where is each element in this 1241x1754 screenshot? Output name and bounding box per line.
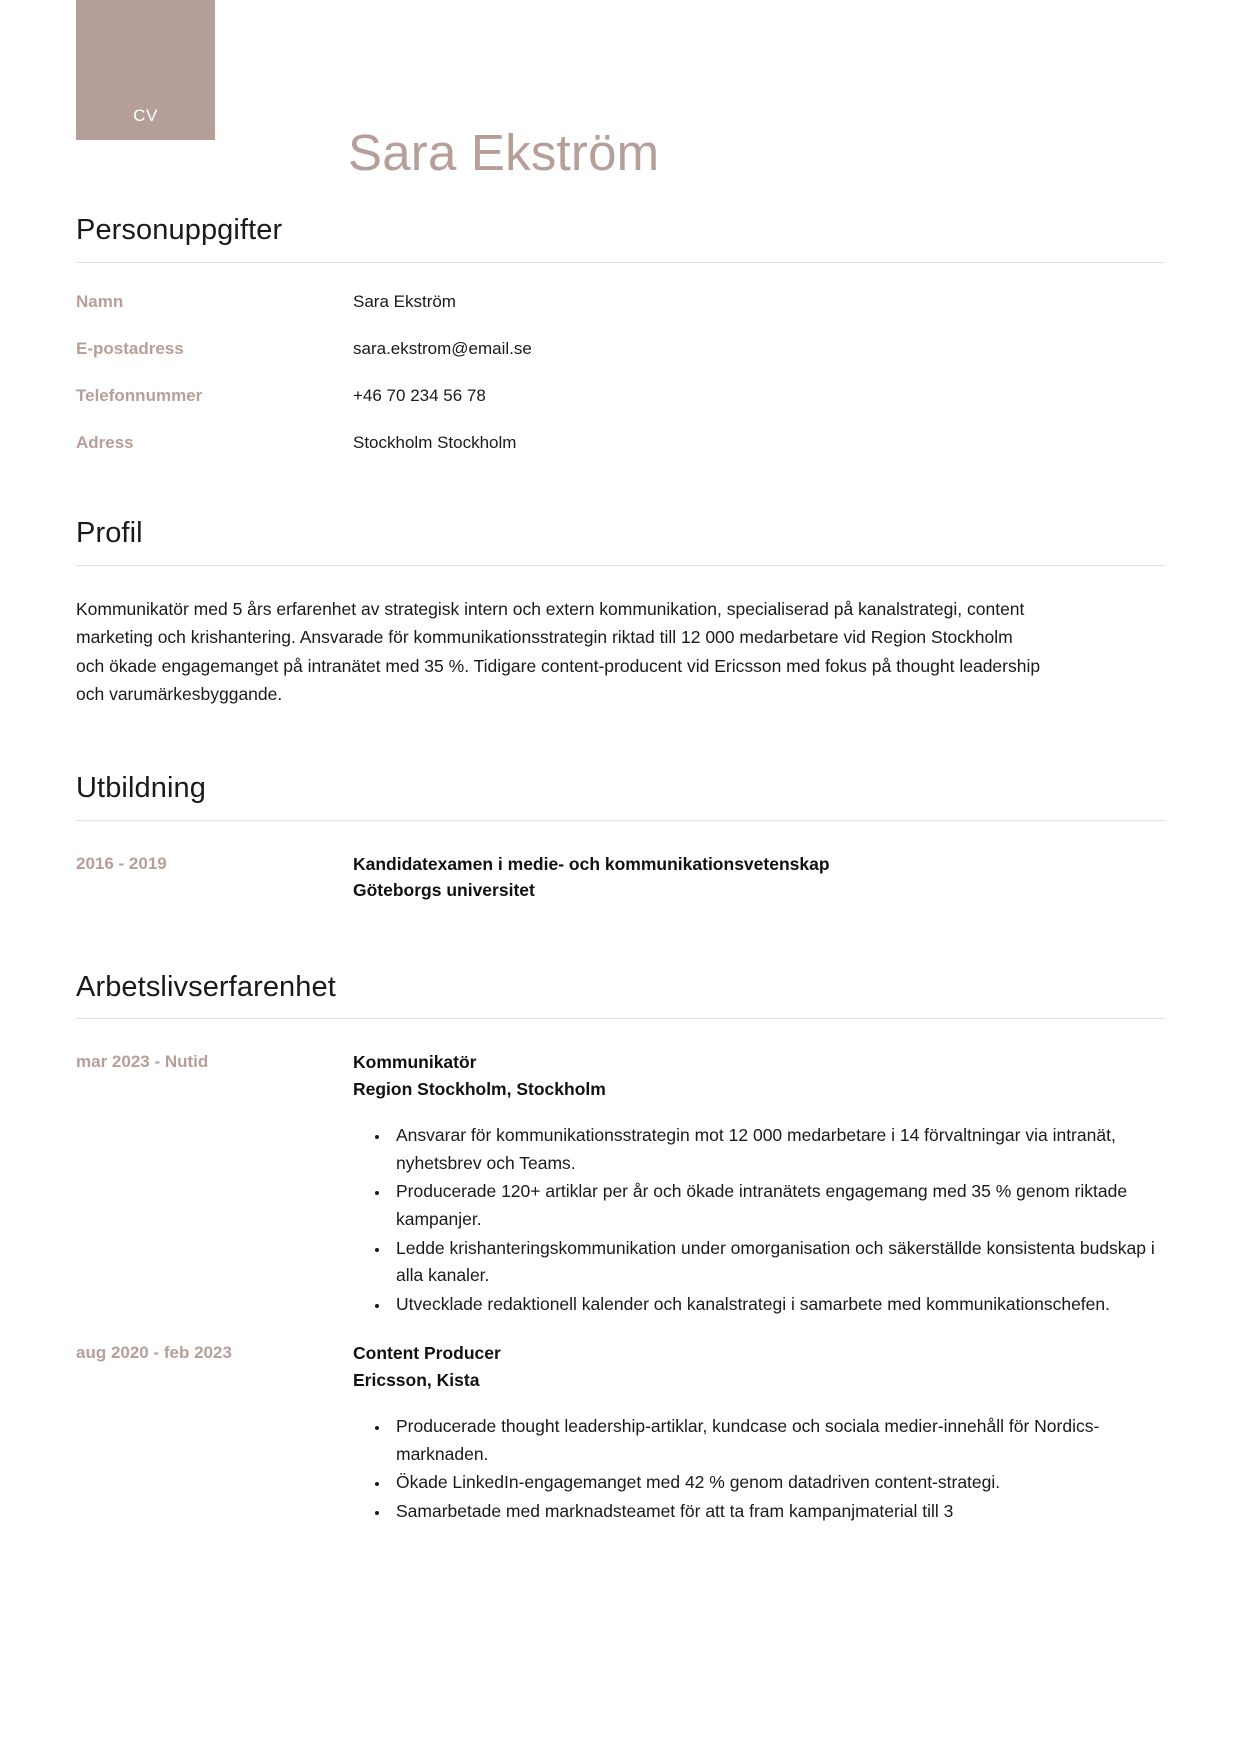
cv-badge — [76, 0, 215, 140]
entry-body — [353, 851, 1165, 904]
experience-entry — [76, 1340, 1165, 1526]
list-item: • Ansvarar för kommunikationsstrategin mot 12 000 medarbetare i 14 förvaltningar via intranät, nyhetsbrev och Teams. — [390, 1122, 1165, 1177]
entry-organization: Region Stockholm, Stockholm — [353, 1078, 606, 1099]
detail-label: E-postadress — [76, 338, 184, 358]
detail-label: Telefonnummer — [76, 385, 203, 405]
entry-body — [353, 1049, 1165, 1319]
entry-title: Kommunikatör — [353, 1052, 477, 1073]
cv-badge-label: CV — [133, 106, 158, 125]
list-item: • Ledde krishanteringskommunikation under omorganisation och säkerställde konsistenta budskap i alla kanaler. — [390, 1235, 1165, 1290]
entry-bullet-list — [353, 1122, 1165, 1318]
section-profile — [0, 516, 1241, 708]
section-divider — [76, 565, 1165, 566]
section-title-work-experience: Arbetslivserfarenhet — [76, 970, 336, 1003]
cv-header — [0, 0, 1241, 182]
detail-row-namn — [76, 291, 1165, 313]
detail-row-telefonnummer — [76, 385, 1165, 407]
section-work-experience — [0, 970, 1241, 1527]
entry-date: aug 2020 - feb 2023 — [76, 1343, 232, 1363]
experience-entry — [76, 1049, 1165, 1319]
detail-value: Sara Ekström — [353, 291, 456, 311]
entry-title: Content Producer — [353, 1343, 501, 1364]
section-title-profile: Profil — [76, 517, 143, 550]
detail-value: sara.ekstrom@email.se — [353, 338, 532, 358]
entry-title: Kandidatexamen i medie- och kommunikationsvetenskap — [353, 854, 830, 875]
section-divider — [76, 1018, 1165, 1019]
detail-label: Adress — [76, 433, 134, 453]
entry-body — [353, 1340, 1165, 1526]
entry-bullet-list — [353, 1413, 1165, 1526]
detail-value: Stockholm Stockholm — [353, 433, 517, 453]
education-entry — [76, 851, 1165, 904]
list-item: • Producerade 120+ artiklar per år och ökade intranätets engagemang med 35 % genom riktade kampanjer. — [390, 1178, 1165, 1233]
section-title-personal-details: Personuppgifter — [76, 214, 283, 246]
list-item: • Samarbetade med marknadsteamet för att ta fram kampanjmaterial till 3 — [390, 1498, 1165, 1526]
section-divider — [76, 262, 1165, 263]
detail-row-adress — [76, 432, 1165, 454]
section-education — [0, 771, 1241, 903]
page-title: Sara Ekström — [348, 124, 660, 182]
list-item: • Ökade LinkedIn-engagemanget med 42 % genom datadriven content-strategi. — [390, 1469, 1165, 1497]
detail-value: +46 70 234 56 78 — [353, 385, 486, 405]
detail-label: Namn — [76, 291, 124, 311]
entry-date: mar 2023 - Nutid — [76, 1052, 209, 1072]
personal-details-list — [76, 291, 1165, 454]
section-personal-details — [0, 213, 1241, 454]
list-item: • Producerade thought leadership-artiklar, kundcase och sociala medier-innehåll för Nordics-marknaden. — [390, 1413, 1165, 1468]
list-item: • Utvecklade redaktionell kalender och kanalstrategi i samarbete med kommunikationschefen. — [390, 1291, 1165, 1319]
entry-organization: Ericsson, Kista — [353, 1369, 480, 1390]
section-divider — [76, 820, 1165, 821]
entry-date: 2016 - 2019 — [76, 854, 167, 874]
profile-summary-text: Kommunikatör med 5 års erfarenhet av strategisk intern och extern kommunikation, specialiserad på kanalstrategi, content marketing och krishantering. Ansvarade för kommunikationsstrategin riktad till 12 000 medarbetare vid Region Stockholm och ökade engagemanget på intranätet med 35 %. Tidigare content-producent vid Ericsson med fokus på thought leadership och varumärkesbyggande. — [76, 598, 1041, 704]
detail-row-epostadress — [76, 338, 1165, 360]
section-title-education: Utbildning — [76, 772, 206, 805]
entry-organization: Göteborgs universitet — [353, 880, 535, 901]
